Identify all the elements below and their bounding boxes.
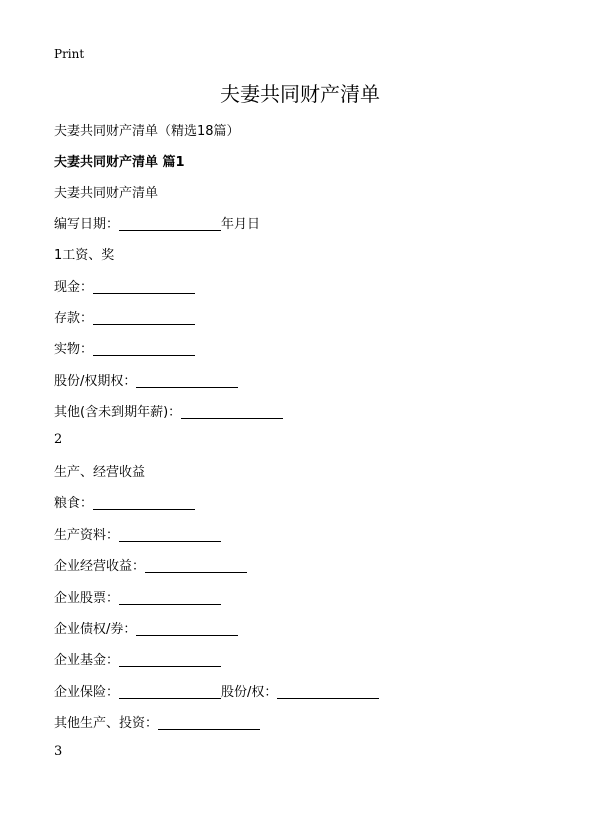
other-salary-blank <box>181 404 283 419</box>
company-stock-label: 企业股票： <box>54 591 120 606</box>
business-income-row <box>54 555 247 574</box>
production-materials-blank <box>119 527 221 542</box>
company-bonds-label: 企业债权/券： <box>54 622 137 637</box>
other-investment-label: 其他生产、投资： <box>54 716 159 731</box>
section-1-title: 1工资、奖 <box>54 248 115 263</box>
business-income-label: 企业经营收益： <box>54 559 146 574</box>
company-bonds-blank <box>136 621 238 636</box>
page-title: 夫妻共同财产清单 <box>220 82 380 106</box>
company-fund-label: 企业基金： <box>54 653 120 668</box>
goods-blank <box>93 341 195 356</box>
other-investment-row <box>54 712 260 731</box>
section-heading: 夫妻共同财产清单 篇1 <box>54 155 185 170</box>
other-salary-label: 其他(含未到期年薪)： <box>54 405 182 420</box>
company-stock-blank <box>119 590 221 605</box>
other-investment-blank <box>158 715 260 730</box>
deposit-row <box>54 307 195 326</box>
company-insurance-row <box>54 681 379 700</box>
shares-rights-label: 股份/权： <box>221 685 278 700</box>
cash-label: 现金： <box>54 280 94 295</box>
grain-row <box>54 492 195 511</box>
grain-label: 粮食： <box>54 496 94 511</box>
section-2-number: 2 <box>54 432 63 447</box>
company-fund-blank <box>119 652 221 667</box>
date-blank <box>119 216 221 231</box>
shares-rights-blank <box>277 684 379 699</box>
cash-row <box>54 276 195 295</box>
company-stock-row <box>54 587 221 606</box>
print-link[interactable]: Print <box>54 47 85 61</box>
grain-blank <box>93 495 195 510</box>
production-materials-label: 生产资料： <box>54 528 120 543</box>
section-2-title: 生产、经营收益 <box>54 465 146 480</box>
production-materials-row <box>54 524 221 543</box>
company-insurance-label: 企业保险： <box>54 685 120 700</box>
other-salary-row <box>54 401 283 420</box>
business-income-blank <box>145 558 247 573</box>
goods-label: 实物： <box>54 342 94 357</box>
stock-options-label: 股份/权期权： <box>54 374 137 389</box>
subtitle: 夫妻共同财产清单（精选18篇） <box>54 124 240 139</box>
section-3-number: 3 <box>54 744 63 759</box>
date-label: 编写日期： <box>54 217 120 232</box>
company-fund-row <box>54 649 221 668</box>
date-row <box>54 213 260 232</box>
goods-row <box>54 338 195 357</box>
stock-options-blank <box>136 373 238 388</box>
deposit-blank <box>93 310 195 325</box>
cash-blank <box>93 279 195 294</box>
date-suffix: 年月日 <box>221 217 261 232</box>
company-insurance-blank <box>119 684 221 699</box>
stock-options-row <box>54 370 238 389</box>
list-title: 夫妻共同财产清单 <box>54 186 159 201</box>
company-bonds-row <box>54 618 238 637</box>
deposit-label: 存款： <box>54 311 94 326</box>
